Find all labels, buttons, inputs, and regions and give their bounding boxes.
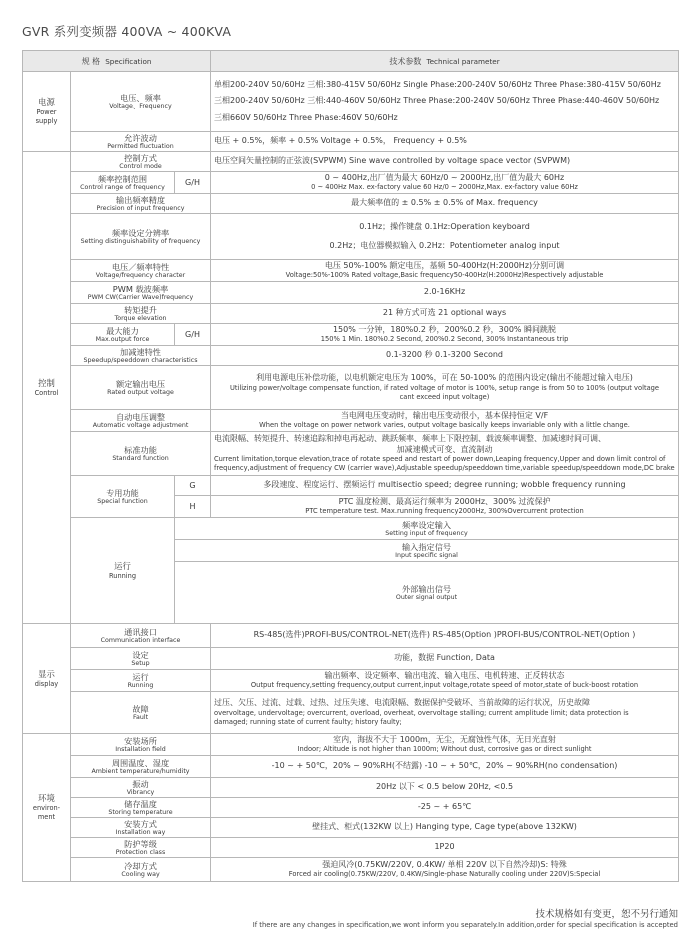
table-row [23, 214, 679, 260]
value-voltage [211, 72, 679, 132]
spec-cn: 最大能力 [106, 325, 139, 336]
spec-cn: 防护等级 [124, 838, 157, 849]
spec-en: Protection class [115, 848, 166, 856]
value-line: 电压空间矢量控制的正弦波(SVPWM) Sine wave controlled by voltage space vector (SVPWM) [214, 156, 571, 166]
spec-en: Cooling way [121, 870, 160, 878]
table-row [23, 366, 679, 410]
spec-en: Control range of frequency [80, 183, 165, 191]
value-line: Current limitation,torque elevation,trace of rotate speed and restart of power down,Leaping frequency,Upper and down limit control of [214, 455, 666, 463]
table-row [23, 132, 679, 152]
spec-pwm [71, 282, 211, 304]
table-row [23, 518, 679, 540]
value-line: 功能，数据 Function, Data [394, 653, 495, 663]
table-row [23, 410, 679, 432]
spec-cn: 输入指定信号 [401, 541, 452, 552]
spec-table [22, 50, 679, 882]
spec-en: Ambient temperature/humidity [91, 767, 190, 775]
value-site [211, 734, 679, 756]
spec-cooling [71, 858, 211, 882]
spec-control-mode [71, 152, 211, 172]
value-line: 加减速模式可变、直流制动 [396, 444, 493, 454]
value-rated-voltage [211, 366, 679, 410]
footer-note-cn: 技术规格如有变更，恕不另行通知 [535, 909, 678, 920]
value-vibration [211, 778, 679, 798]
value-vf [211, 260, 679, 282]
category-power [23, 72, 71, 152]
table-row [23, 818, 679, 838]
spec-cn: 转矩提升 [124, 304, 157, 315]
spec-cn: 设定 [132, 649, 149, 660]
table-row [23, 346, 679, 366]
table-row [23, 72, 679, 132]
value-line: 电压 50%-100% 额定电压，基频 50-400Hz(H:2000Hz)分别可调 [324, 260, 565, 270]
spec-en: Setting input of frequency [385, 529, 468, 537]
category-cn: 显示 [38, 668, 55, 679]
value-setup [211, 648, 679, 670]
value-line: 1P20 [434, 842, 455, 852]
spec-freq-input [175, 518, 679, 540]
value-line: 输出频率、设定频率、输出电流、输入电压、电机转速、正反转状态 [324, 670, 565, 680]
value-line: 室内，海拔不大于 1000m，无尘，无腐蚀性气体，无日光直射 [333, 734, 556, 744]
category-running [71, 518, 175, 624]
value-line: 三相200-240V 50/60Hz 三相:440-460V 50/60Hz Three Phase:200-240V 50/60Hz Three Phase:440-460V 50/60Hz [214, 96, 660, 106]
spec-cn: 外部输出信号 [401, 583, 452, 594]
spec-cn: 电压、频率 [120, 92, 161, 103]
value-line: RS-485(选件)PROFI-BUS/CONTROL-NET(选件) RS-485(Option )PROFI-BUS/CONTROL-NET(Option ) [253, 630, 636, 640]
value-line: 0.1-3200 秒 0.1-3200 Second [386, 350, 504, 360]
value-line: Utilizing power/voltage compensate function, if rated voltage of motor is 100%, setup range is from 50 to 100% (output voltage [229, 383, 660, 392]
value-line: Voltage:50%-100% Rated voltage,Basic frequency50-400Hz(H:2000Hz)Respectively adjustable [285, 271, 604, 280]
value-fluctuation [211, 132, 679, 152]
value-line: 0.1Hz；操作键盘 0.1Hz:Operation keyboard [359, 222, 530, 231]
value-line: 电压 + 0.5%，频率 + 0.5% Voltage + 0.5%， Frequency + 0.5% [214, 136, 467, 146]
spec-standard [71, 432, 211, 476]
spec-overload [71, 324, 175, 346]
header-tech [211, 51, 679, 72]
spec-cn: 加减速特性 [120, 346, 161, 357]
category-en: Control [34, 388, 59, 397]
spec-cn: 输出频率精度 [115, 194, 166, 205]
header-spec [23, 51, 211, 72]
spec-cn: 冷却方式 [124, 860, 157, 871]
spec-en: Voltage、Frequency [109, 102, 172, 110]
spec-cn: 自动电压调整 [115, 411, 166, 422]
page-title: GVR 系列变频器 400VA ~ 400KVA [22, 24, 232, 39]
value-line: 2.0-16KHz [423, 287, 466, 297]
spec-cn: 频率设定分辨率 [111, 227, 170, 238]
table-row [23, 838, 679, 858]
table-row [23, 648, 679, 670]
table-row [23, 432, 679, 476]
table-row [23, 152, 679, 172]
spec-en: Speedup/speeddown characteristics [83, 356, 198, 364]
table-row [23, 476, 679, 496]
table-row [23, 304, 679, 324]
table-row [23, 172, 679, 194]
value-line: 当电网电压变动时，输出电压变动很小，基本保持恒定 V/F [340, 410, 549, 420]
spec-comm [71, 624, 211, 648]
spec-en: PWM CW(Carrier Wave)frequency [87, 293, 194, 301]
table-row [23, 282, 679, 304]
spec-storage [71, 798, 211, 818]
value-line: Indoor; Altitude is not higher than 1000m; Without dust, corrosive gas or direct sunlight [297, 745, 592, 754]
value-line: overvoltage, undervoltage; overcurrent, overload, overheat, overvoltage stalling; current amplitude limit; data protection is [214, 708, 629, 717]
header-tech-cn: 技术参数 [389, 56, 422, 66]
spec-cn: 运行 [132, 671, 149, 682]
category-control [23, 152, 71, 624]
category-en: Running [108, 571, 137, 580]
spec-en: Outer signal output [395, 593, 458, 601]
spec-en: Control mode [119, 162, 162, 170]
value-comm [211, 624, 679, 648]
table-row [23, 756, 679, 778]
category-cn: 环境 [38, 793, 55, 803]
value-line: 多段速度、程度运行、摆频运行 multisectio speed; degree running; wobble frequency running [263, 480, 626, 490]
value-ambient [211, 756, 679, 778]
value-range [211, 172, 679, 194]
value-pwm [211, 282, 679, 304]
value-protection [211, 838, 679, 858]
spec-cn: 周围温度、湿度 [111, 757, 170, 768]
category-en: display [34, 679, 59, 688]
spec-en: Fault [132, 713, 149, 721]
footer-note-en: If there are any changes in specification,we wont inform you separately.In addition,order for special specification is accepted [252, 921, 678, 929]
value-line: 150% 一分钟，180%0.2 秒，200%0.2 秒，300% 瞬间跳脱 [332, 324, 557, 334]
value-running [211, 670, 679, 692]
spec-en: Installation way [115, 828, 166, 836]
spec-vf [71, 260, 211, 282]
spec-cn: 允许波动 [124, 132, 157, 143]
value-line: 0.2Hz；电位器模拟输入 0.2Hz：Potentiometer analog input [329, 240, 560, 250]
category-display [23, 624, 71, 734]
spec-cn: 控制方式 [124, 152, 157, 163]
spec-vibration [71, 778, 211, 798]
spec-voltage [71, 72, 211, 132]
spec-en: Running [127, 681, 154, 689]
value-line: 三相660V 50/60Hz Three Phase:460V 50/60Hz [214, 112, 398, 122]
spec-en: Rated output voltage [107, 388, 174, 396]
value-line: 0 ~ 400Hz,出厂值为最大 60Hz/0 ~ 2000Hz,出厂值为最大 60Hz [324, 172, 565, 182]
value-line: 单相200-240V 50/60Hz 三相:380-415V 50/60Hz Single Phase:200-240V 50/60Hz Three Phase:380-415V 50/60Hz [214, 79, 661, 89]
value-precision [211, 194, 679, 214]
spec-cn: 专用功能 [106, 487, 139, 498]
table-row [23, 624, 679, 648]
gh-label: G/H [175, 172, 211, 194]
spec-en: Input specific signal [395, 551, 458, 559]
spec-cn: 通讯接口 [124, 626, 157, 637]
spec-en: Precision of input frequency [96, 204, 185, 212]
table-header [23, 51, 679, 72]
value-line: frequency,adjustment of frequency CW (carrier wave),Adjustable speedup/speeddown time,variable speedup/speeddown mode,DC brake [214, 464, 675, 472]
spec-cn: 电压／频率特性 [111, 261, 170, 272]
table-row [23, 670, 679, 692]
spec-en: Installation field [115, 745, 166, 753]
value-special-h [211, 496, 679, 518]
value-line: 0 ~ 400Hz Max. ex-factory value 60 Hz/0 ~ 2000Hz,Max. ex-factory value 60Hz [311, 183, 578, 192]
spec-protection [71, 838, 211, 858]
value-line: Output frequency,setting frequency,output current,input voltage,rotate speed of motor,state of buck-boost rotation [250, 681, 639, 690]
value-line: 21 种方式可选 21 optional ways [382, 308, 507, 318]
value-line: cant exceed input voltage) [399, 392, 490, 401]
spec-installation [71, 818, 211, 838]
value-control-mode [211, 152, 679, 172]
value-line: PTC temperature test. Max.running frequency2000Hz, 300%Overcurrent protection [305, 507, 584, 516]
spec-running [71, 670, 211, 692]
spec-ambient [71, 756, 211, 778]
spec-fluctuation [71, 132, 211, 152]
spec-cn: 额定输出电压 [115, 378, 166, 389]
value-line: When the voltage on power network varies, output voltage basically keeps invariable only with a little change. [259, 421, 630, 430]
spec-en: Setup [131, 659, 150, 667]
table-row [23, 798, 679, 818]
spec-range [71, 172, 175, 194]
gh-label: G/H [175, 324, 211, 346]
category-cn: 运行 [114, 560, 131, 571]
value-line: 电流限幅、转矩提升、转速追踪和掉电再起动、跳跃频率、频率上下限控制、载波频率调整、加减速时间可调、 [214, 434, 607, 443]
value-line: 利用电源电压补偿功能，以电机额定电压为 100%，可在 50-100% 的范围内设定(输出不能超过输入电压) [256, 373, 633, 383]
header-spec-cn: 规 格 [81, 56, 101, 66]
spec-en: Voltage/frequency character [95, 271, 186, 279]
value-accel [211, 346, 679, 366]
value-line: PTC 温度检测、最高运行频率为 2000Hz、300% 过流保护 [338, 496, 551, 506]
category-environment [23, 734, 71, 882]
value-line: -25 ~ + 65℃ [417, 802, 472, 812]
value-line: 20Hz 以下 < 0.5 below 20Hz, <0.5 [375, 782, 514, 792]
value-line: Forced air cooling(0.75KW/220V, 0.4KW/Single-phase Naturally cooling under 220V)S:Special [288, 870, 601, 879]
spec-signal-output [175, 562, 679, 624]
value-resolution [211, 214, 679, 260]
spec-signal-input [175, 540, 679, 562]
table-row [23, 194, 679, 214]
gh-label: H [175, 496, 211, 518]
spec-en: Torque elevation [114, 314, 167, 322]
spec-special [71, 476, 175, 518]
category-cn: 控制 [38, 377, 55, 388]
spec-accel [71, 346, 211, 366]
spec-cn: 振动 [132, 778, 149, 789]
spec-cn: 储存温度 [124, 798, 157, 809]
value-line: 壁挂式、柜式(132KW 以上) Hanging type, Cage type(above 132KW) [312, 822, 577, 832]
table-row [23, 858, 679, 882]
spec-precision [71, 194, 211, 214]
value-storage [211, 798, 679, 818]
spec-site [71, 734, 211, 756]
category-en: environ-ment [32, 804, 61, 821]
value-line: -10 ~ + 50℃，20% ~ 90%RH(不结露) -10 ~ + 50℃，20% ~ 90%RH(no condensation) [271, 761, 618, 771]
value-line: 强迫风冷(0.75KW/220V, 0.4KW/ 单相 220V 以下自然冷却)S: 特殊 [322, 859, 567, 869]
spec-en: Max.output force [95, 335, 150, 343]
spec-cn: 安装场所 [124, 735, 157, 746]
spec-en: Vibrancy [126, 788, 155, 796]
spec-rated-voltage [71, 366, 211, 410]
table-row [23, 260, 679, 282]
spec-auto-voltage [71, 410, 211, 432]
spec-cn: 频率设定输入 [401, 519, 452, 530]
value-fault [211, 692, 679, 734]
value-standard [211, 432, 679, 476]
category-en: Power supply [35, 108, 58, 125]
spec-cn: PWM 载波频率 [112, 283, 169, 294]
value-auto-voltage [211, 410, 679, 432]
header-spec-en: Specification [105, 56, 152, 66]
spec-en: Permitted fluctuation [107, 142, 174, 150]
value-torque [211, 304, 679, 324]
spec-en: Setting distinguishability of frequency [80, 237, 201, 245]
value-line: damaged; running state of current faulty; history faulty; [214, 717, 402, 726]
spec-torque [71, 304, 211, 324]
spec-cn: 频率控制范围 [97, 173, 148, 184]
spec-cn: 安装方式 [124, 818, 157, 829]
spec-resolution [71, 214, 211, 260]
spec-en: Standard function [112, 454, 169, 462]
value-line: 最大频率值的 ± 0.5% ± 0.5% of Max. frequency [351, 198, 538, 208]
spec-cn: 故障 [132, 703, 149, 714]
table-row [23, 778, 679, 798]
gh-label: G [175, 476, 211, 496]
value-line: 150% 1 Min. 180%0.2 Second, 200%0.2 Second, 300% Instantaneous trip [320, 335, 569, 344]
value-line: 过压、欠压、过流、过载、过热、过压失速、电流限幅、数据保护受破坏、当前故障的运行状况，历史故障 [214, 698, 591, 708]
header-tech-en: Technical parameter [426, 56, 500, 66]
spec-en: Automatic voltage adjustment [92, 421, 189, 429]
spec-en: Communication interface [100, 636, 181, 644]
table-row [23, 324, 679, 346]
table-row [23, 692, 679, 734]
value-overload [211, 324, 679, 346]
spec-cn: 标准功能 [124, 444, 157, 455]
spec-en: Special function [97, 497, 148, 505]
table-row [23, 734, 679, 756]
spec-setup [71, 648, 211, 670]
spec-en: Storing temperature [108, 808, 173, 816]
spec-fault [71, 692, 211, 734]
category-cn: 电源 [38, 97, 55, 107]
value-installation [211, 818, 679, 838]
value-cooling [211, 858, 679, 882]
value-special-g [211, 476, 679, 496]
